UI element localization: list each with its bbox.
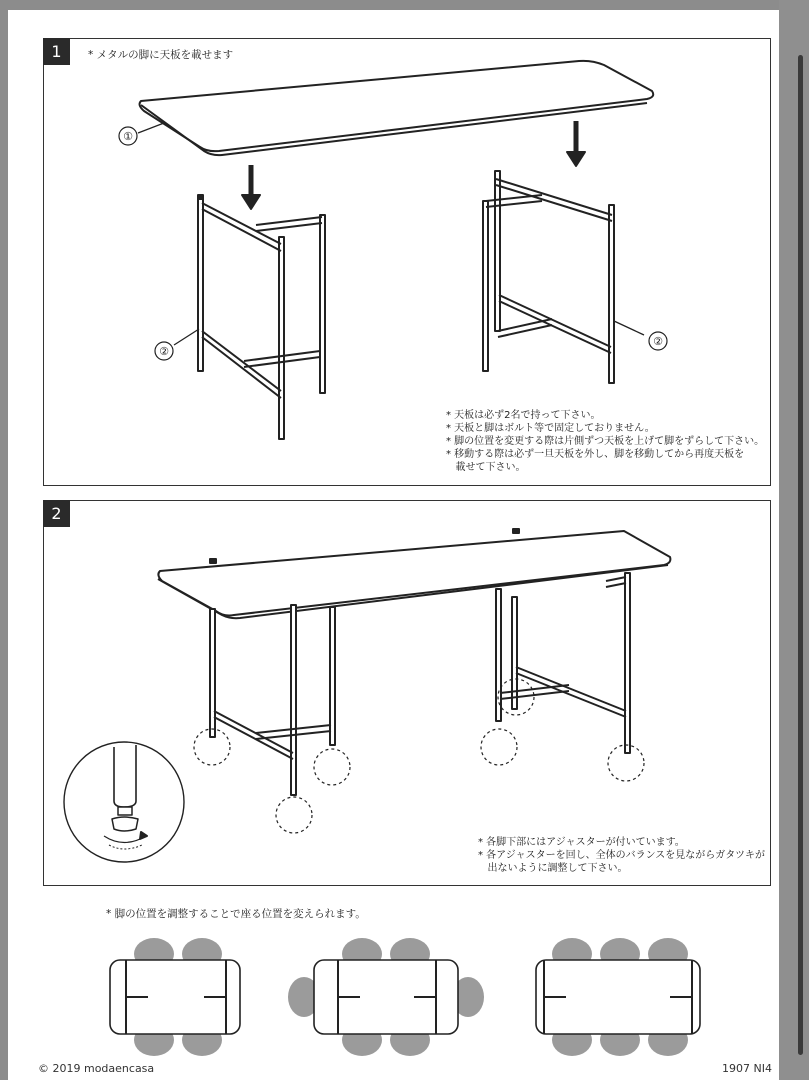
step-2-panel	[43, 500, 771, 886]
step-2-notes	[478, 836, 765, 875]
step-1-note-1: * 天板は必ず2名で持って下さい。	[446, 410, 601, 421]
part-2-label-right: ②	[653, 335, 663, 348]
step-2-note-3: 出ないように調整して下さい。	[478, 863, 628, 874]
step-2-note-1: * 各脚下部にはアジャスターが付いています。	[478, 837, 685, 848]
step-1-caption: * メタルの脚に天板を載せます	[88, 49, 234, 61]
step-2-note-2: * 各アジャスターを回し、全体のバランスを見ながらガタツキが	[478, 850, 765, 861]
step-1-note-4: * 移動する際は必ず一旦天板を外し、脚を移動してから再度天板を	[446, 449, 745, 460]
viewer-left-margin	[0, 0, 8, 1080]
seating-caption: * 脚の位置を調整することで座る位置を変えられます。	[106, 908, 366, 920]
step-1-note-3: * 脚の位置を変更する際は片側ずつ天板を上げて脚をずらして下さい。	[446, 436, 765, 447]
seating-diagrams	[8, 922, 779, 1062]
part-2-label-left: ②	[159, 345, 169, 358]
footer-copyright: © 2019 modaencasa	[38, 1062, 155, 1075]
step-1-panel	[43, 38, 771, 486]
viewer-top-bar	[0, 0, 809, 10]
instruction-page	[8, 10, 779, 1080]
part-1-label: ①	[123, 130, 133, 143]
step-1-badge: 1	[43, 38, 70, 65]
step-1-note-2: * 天板と脚はボルト等で固定しておりません。	[446, 423, 655, 434]
step-2-badge: 2	[43, 500, 70, 527]
step-2-illustration	[44, 501, 770, 885]
footer-code: 1907 NI4	[722, 1062, 772, 1075]
viewer-scrollbar-track[interactable]	[779, 0, 809, 1080]
scrollbar-thumb[interactable]	[798, 55, 803, 1055]
step-1-notes	[446, 409, 764, 474]
step-1-note-5: 載せて下さい。	[446, 462, 526, 473]
